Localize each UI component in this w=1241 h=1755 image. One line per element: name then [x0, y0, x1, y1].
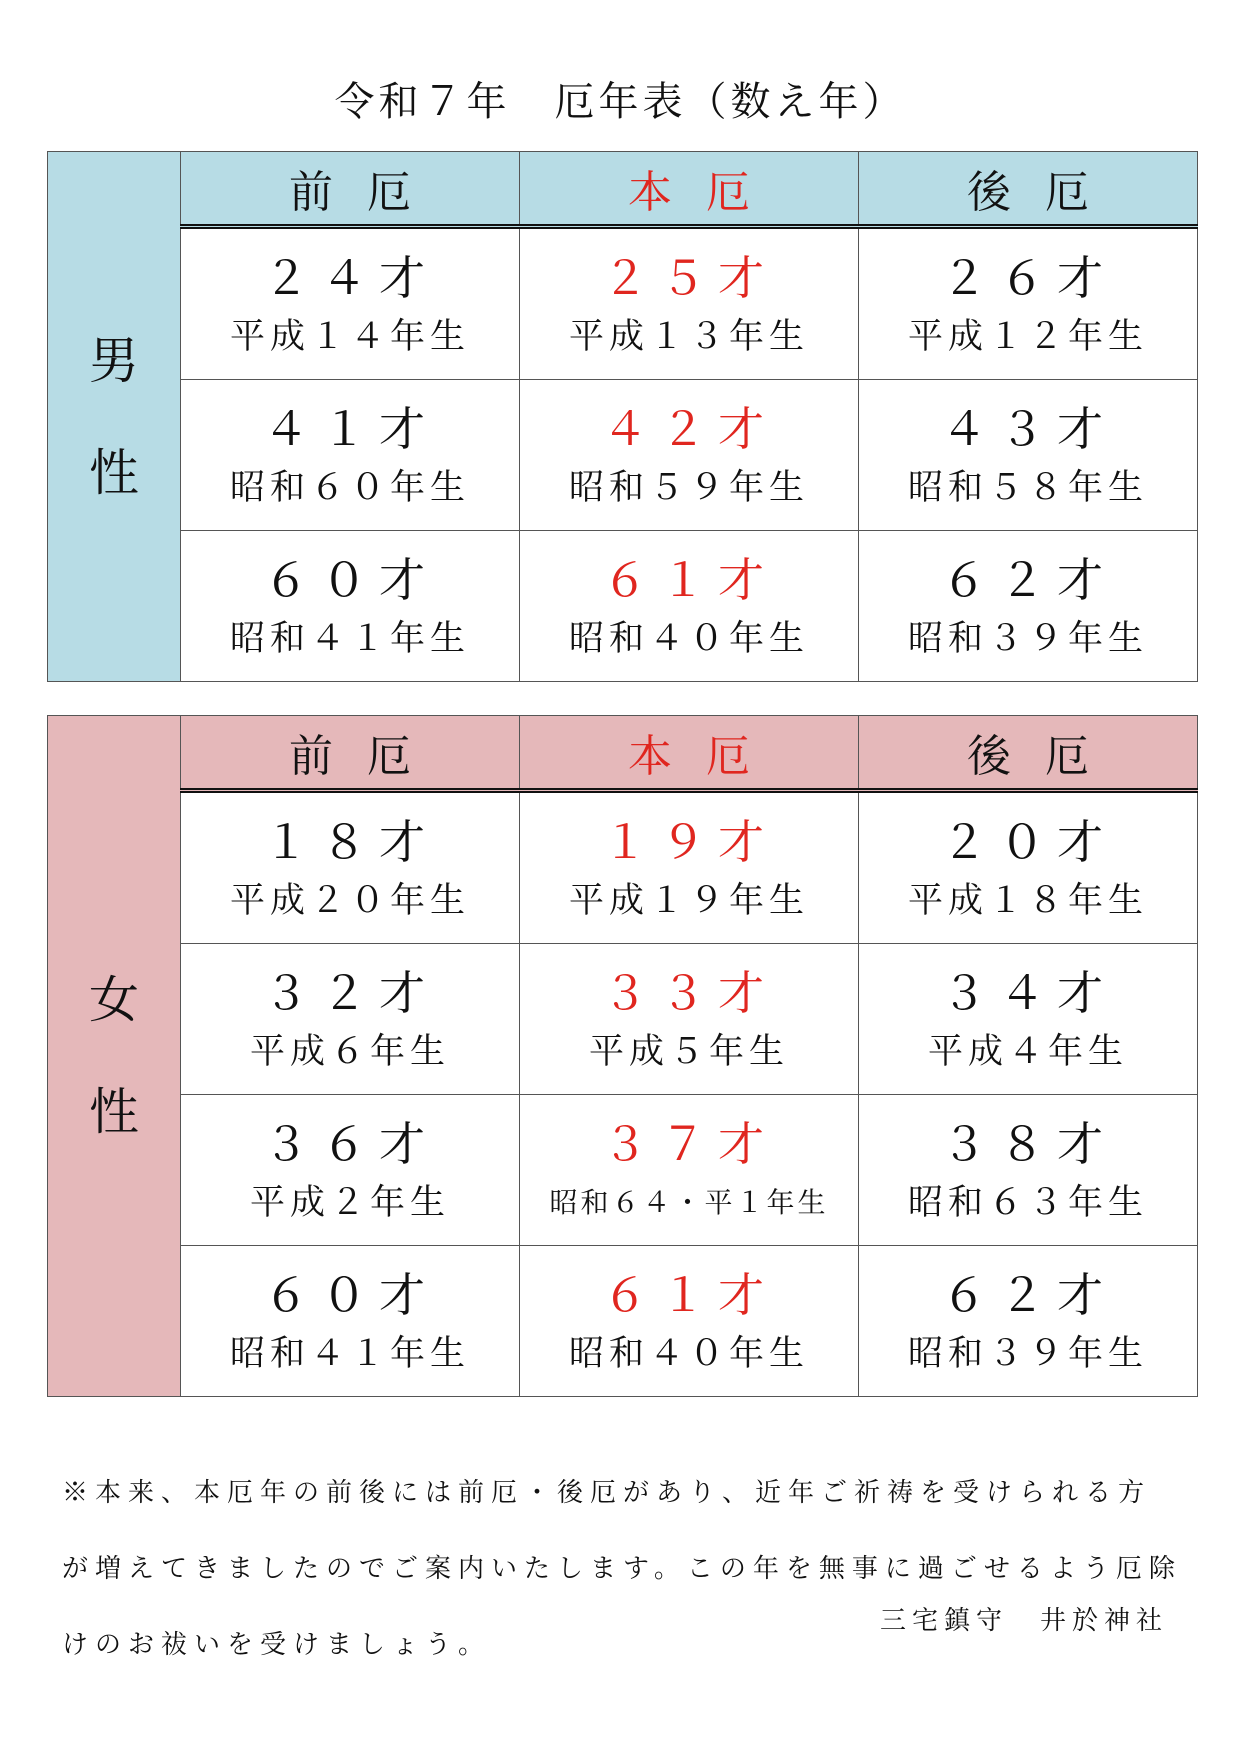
- age-value: ６０才: [263, 1268, 437, 1322]
- birth-year: 昭和６４・平１年生: [549, 1186, 829, 1219]
- age-value: ３６才: [263, 1117, 437, 1171]
- age-cell: [181, 1095, 520, 1246]
- birth-year: 平成１８年生: [907, 881, 1148, 921]
- birth-year: 平成２０年生: [229, 881, 470, 921]
- women-yakudoshi-table: [47, 715, 1198, 1397]
- age-cell: [520, 1095, 859, 1246]
- table-row: [48, 227, 1198, 380]
- age-value: ６１才: [602, 1268, 776, 1322]
- birth-year: 昭和３９年生: [907, 1334, 1148, 1374]
- birth-year: 昭和４１年生: [229, 1334, 470, 1374]
- age-value: ４２才: [602, 402, 776, 456]
- age-cell: [181, 791, 520, 944]
- age-value: ６１才: [602, 553, 776, 607]
- age-cell: [520, 227, 859, 380]
- table-row: [48, 380, 1198, 531]
- women-header-post: 後厄: [859, 716, 1198, 791]
- age-value: ３４才: [941, 966, 1115, 1020]
- birth-year: 昭和４０年生: [568, 1334, 809, 1374]
- age-value: ２４才: [263, 251, 437, 305]
- table-row: [48, 1246, 1198, 1397]
- page-title: 令和７年 厄年表（数え年）: [334, 79, 907, 125]
- age-value: ３３才: [602, 966, 776, 1020]
- women-header-main: 本厄: [520, 716, 859, 791]
- age-cell: [181, 531, 520, 682]
- birth-year: 昭和３９年生: [907, 619, 1148, 659]
- men-header-pre: 前厄: [181, 152, 520, 227]
- birth-year: 平成１９年生: [568, 881, 809, 921]
- birth-year: 昭和５９年生: [568, 468, 809, 508]
- age-cell: [520, 791, 859, 944]
- table-row: [48, 1095, 1198, 1246]
- birth-year: 昭和５８年生: [907, 468, 1148, 508]
- birth-year: 昭和６０年生: [229, 468, 470, 508]
- age-cell: [859, 1095, 1198, 1246]
- age-cell: [181, 1246, 520, 1397]
- age-cell: [520, 531, 859, 682]
- age-value: １８才: [263, 815, 437, 869]
- birth-year: 平成１４年生: [229, 317, 470, 357]
- shrine-signature: 三宅鎮守 井於神社: [880, 1606, 1169, 1636]
- age-value: ６０才: [263, 553, 437, 607]
- birth-year: 昭和４０年生: [568, 619, 809, 659]
- birth-year: 平成１２年生: [907, 317, 1148, 357]
- age-cell: [859, 531, 1198, 682]
- birth-year: 平成４年生: [927, 1032, 1128, 1072]
- age-cell: [520, 1246, 859, 1397]
- birth-year: 平成１３年生: [568, 317, 809, 357]
- women-header-pre: 前厄: [181, 716, 520, 791]
- birth-year: 平成５年生: [588, 1032, 789, 1072]
- birth-year: 平成６年生: [249, 1032, 450, 1072]
- women-gender-cell: [48, 716, 181, 1397]
- age-cell: [181, 380, 520, 531]
- age-cell: [859, 380, 1198, 531]
- age-value: ２５才: [602, 251, 776, 305]
- age-cell: [181, 944, 520, 1095]
- age-value: ２０才: [941, 815, 1115, 869]
- age-cell: [859, 227, 1198, 380]
- age-cell: [859, 944, 1198, 1095]
- men-header-main: 本厄: [520, 152, 859, 227]
- age-cell: [181, 227, 520, 380]
- age-value: ３８才: [941, 1117, 1115, 1171]
- men-gender-label: 男性: [89, 331, 139, 502]
- women-gender-label: 女性: [89, 971, 139, 1141]
- birth-year: 平成２年生: [249, 1183, 450, 1223]
- men-yakudoshi-table: [47, 151, 1198, 682]
- age-value: １９才: [602, 815, 776, 869]
- table-row: [48, 791, 1198, 944]
- age-value: ２６才: [941, 251, 1115, 305]
- age-value: ３７才: [602, 1117, 776, 1171]
- birth-year: 昭和６３年生: [907, 1183, 1148, 1223]
- age-value: ６２才: [941, 553, 1115, 607]
- age-value: ４１才: [263, 402, 437, 456]
- table-row: [48, 531, 1198, 682]
- men-header-post: 後厄: [859, 152, 1198, 227]
- explanatory-note: ※本来、本厄年の前後には前厄・後厄があり、近年ご祈祷を受けられる方が増えてきましたのでご案内いたします。この年を無事に過ごせるよう厄除けのお祓いを受けましょう。: [62, 1478, 1182, 1660]
- table-row: [48, 944, 1198, 1095]
- age-cell: [520, 380, 859, 531]
- age-value: ３２才: [263, 966, 437, 1020]
- age-value: ６２才: [941, 1268, 1115, 1322]
- birth-year: 昭和４１年生: [229, 619, 470, 659]
- age-cell: [859, 1246, 1198, 1397]
- age-value: ４３才: [941, 402, 1115, 456]
- age-cell: [520, 944, 859, 1095]
- age-cell: [859, 791, 1198, 944]
- men-gender-cell: [48, 152, 181, 682]
